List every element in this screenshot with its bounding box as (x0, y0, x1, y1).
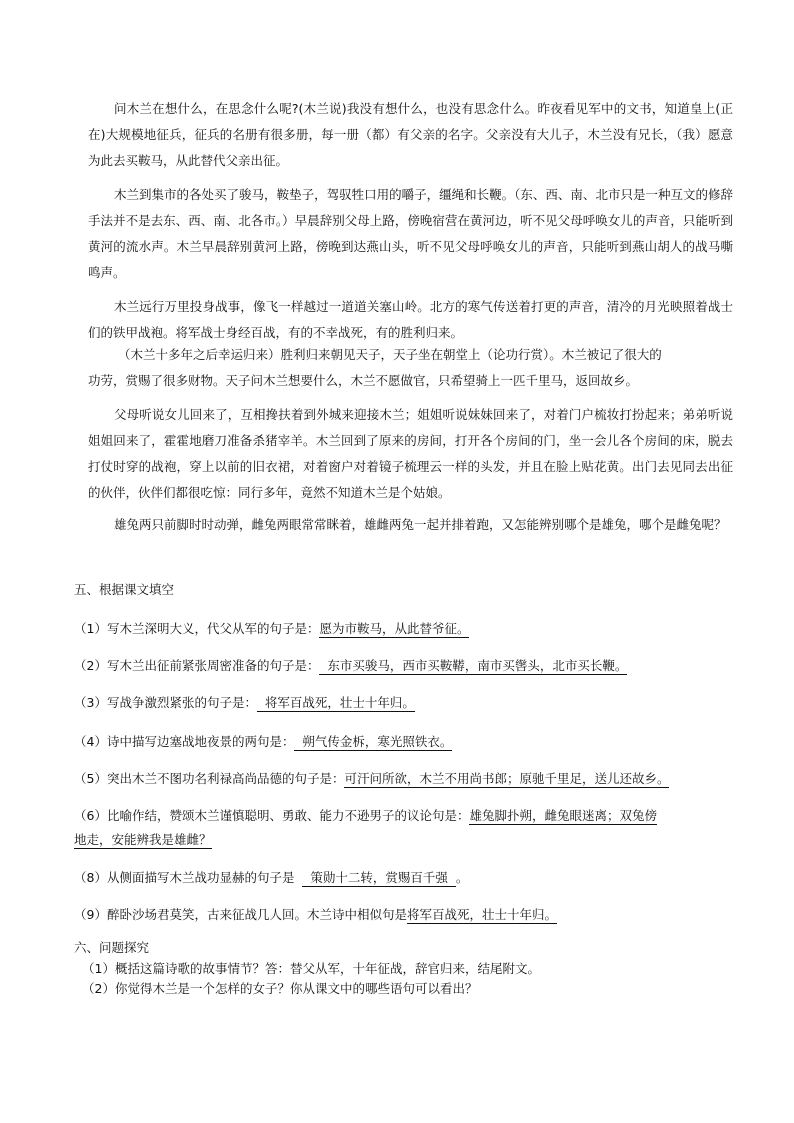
item-answer: 愿为市鞍马，从此替爷征。 (319, 621, 470, 636)
fill-item-6-continued (74, 828, 734, 852)
section-5-heading: 五、根据课文填空 (74, 582, 175, 597)
translation-paragraph-3: 木兰远行万里投身战事，像飞一样越过一道道关塞山岭。北方的寒气传送着打更的声音，清冷的月光映照着战士们的铁甲战袍。将军战士身经百战，有的不幸战死，有的胜利归来。 (88, 299, 733, 340)
fill-item-5 (74, 767, 734, 791)
item-answer: 雄兔脚扑朔，雌兔眼迷离；双兔傍 (469, 808, 657, 823)
item-number: （4） (74, 734, 107, 749)
item-answer: 东市买骏马，西市买鞍鞯，南市买辔头，北市买长鞭。 (319, 658, 628, 673)
item-number: （2） (74, 658, 107, 673)
item-number: （5） (74, 771, 107, 786)
item-answer: 策勋十二转，赏赐百千强 (302, 870, 456, 885)
fill-item-9 (74, 903, 734, 927)
item-question: 诗中描写边塞战地夜景的两句是： (106, 734, 295, 749)
item-question: 写战争激烈紧张的句子是： (106, 695, 257, 710)
translation-paragraph-3b-line-2: 功劳，赏赐了很多财物。天子问木兰想要什么，木兰不愿做官，只希望骑上一匹千里马，返回故乡。 (88, 373, 639, 388)
translation-paragraph-5: 雄兔两只前脚时时动弹，雌兔两眼常常眯着，雄雌两兔一起并排着跑，又怎能辨别哪个是雄兔，哪个是雌兔呢？ (114, 517, 727, 532)
translation-paragraph-3b-line-1: （木兰十多年之后幸运归来）胜利归来朝见天子，天子坐在朝堂上（论功行赏）。木兰被记了很大的 (118, 347, 662, 362)
fill-item-8 (74, 866, 734, 890)
item-question: 从侧面描写木兰战功显赫的句子是 (106, 870, 303, 885)
section-6-heading: 六、问题探究 (74, 940, 150, 955)
item-number: （9） (74, 907, 107, 922)
item-answer-continued: 地走，安能辨我是雄雌？ (74, 832, 212, 847)
item-question: 写木兰深明大义，代父从军的句子是： (106, 621, 320, 636)
item-number: （3） (74, 695, 107, 710)
fill-item-2 (74, 654, 734, 678)
translation-paragraph-2: 木兰到集市的各处买了骏马，鞍垫子，驾驭牲口用的嚼子，缰绳和长鞭。（东、西、南、北市只是一种互文的修辞手法并不是去东、西、南、北各市。）早晨辞别父母上路，傍晚宿营在黄河边，听不见父母呼唤女儿的声音，只能听到黄河的流水声。木兰早晨辞别黄河上路，傍晚到达燕山头，听不见父母呼唤女儿的声音，只能听到燕山胡人的战马嘶鸣声。 (88, 187, 733, 280)
item-answer: 将军百战死，壮士十年归。 (256, 695, 415, 710)
item-answer: 朔气传金柝，寒光照铁衣。 (294, 734, 453, 749)
inquiry-question-2: （2）你觉得木兰是一个怎样的女子？你从课文中的哪些语句可以看出？ (82, 981, 478, 996)
item-question: 醉卧沙场君莫笑，古来征战几人回。木兰诗中相似句是 (106, 907, 407, 922)
item-answer: 将军百战死，壮士十年归。 (406, 907, 557, 922)
item-answer: 可汗问所欲，木兰不用尚书郎；原驰千里足，送儿还故乡。 (344, 771, 670, 786)
translation-paragraph-1: 问木兰在想什么，在思念什么呢?(木兰说)我没有想什么，也没有思念什么。昨夜看见军中的文书，知道皇上(正在)大规模地征兵，征兵的名册有很多册，每一册（都）有父亲的名字。父亲没有大儿子，木兰没有兄长，（我）愿意为此去买鞍马，从此替代父亲出征。 (88, 101, 733, 168)
item-number: （1） (74, 621, 107, 636)
fill-item-3 (74, 691, 734, 715)
fill-item-6 (74, 804, 734, 828)
translation-paragraph-4: 父母听说女儿回来了，互相搀扶着到外城来迎接木兰；姐姐听说妹妹回来了，对着门户梳妆打扮起来；弟弟听说姐姐回来了，霍霍地磨刀准备杀猪宰羊。木兰回到了原来的房间，打开各个房间的门，坐一会儿各个房间的床，脱去打仗时穿的战袍，穿上以前的旧衣裙，对着窗户对着镜子梳理云一样的头发，并且在脸上贴花黄。出门去见同去出征的伙伴，伙伴们都很吃惊：同行多年，竟然不知道木兰是个姑娘。 (88, 407, 733, 500)
item-question: 突出木兰不图功名利禄高尚品德的句子是： (106, 771, 345, 786)
item-question: 比喻作结，赞颂木兰谨慎聪明、勇敢、能力不逊男子的议论句是： (106, 808, 470, 823)
item-number: （6） (74, 808, 107, 823)
fill-item-1 (74, 617, 734, 641)
item-question: 写木兰出征前紧张周密准备的句子是： (106, 658, 320, 673)
fill-item-4 (74, 730, 734, 754)
inquiry-question-1: （1）概括这篇诗歌的故事情节？答：替父从军，十年征战，辞官归来，结尾附文。 (82, 961, 540, 976)
item-tail: 。 (455, 870, 469, 885)
item-number: （8） (74, 870, 107, 885)
